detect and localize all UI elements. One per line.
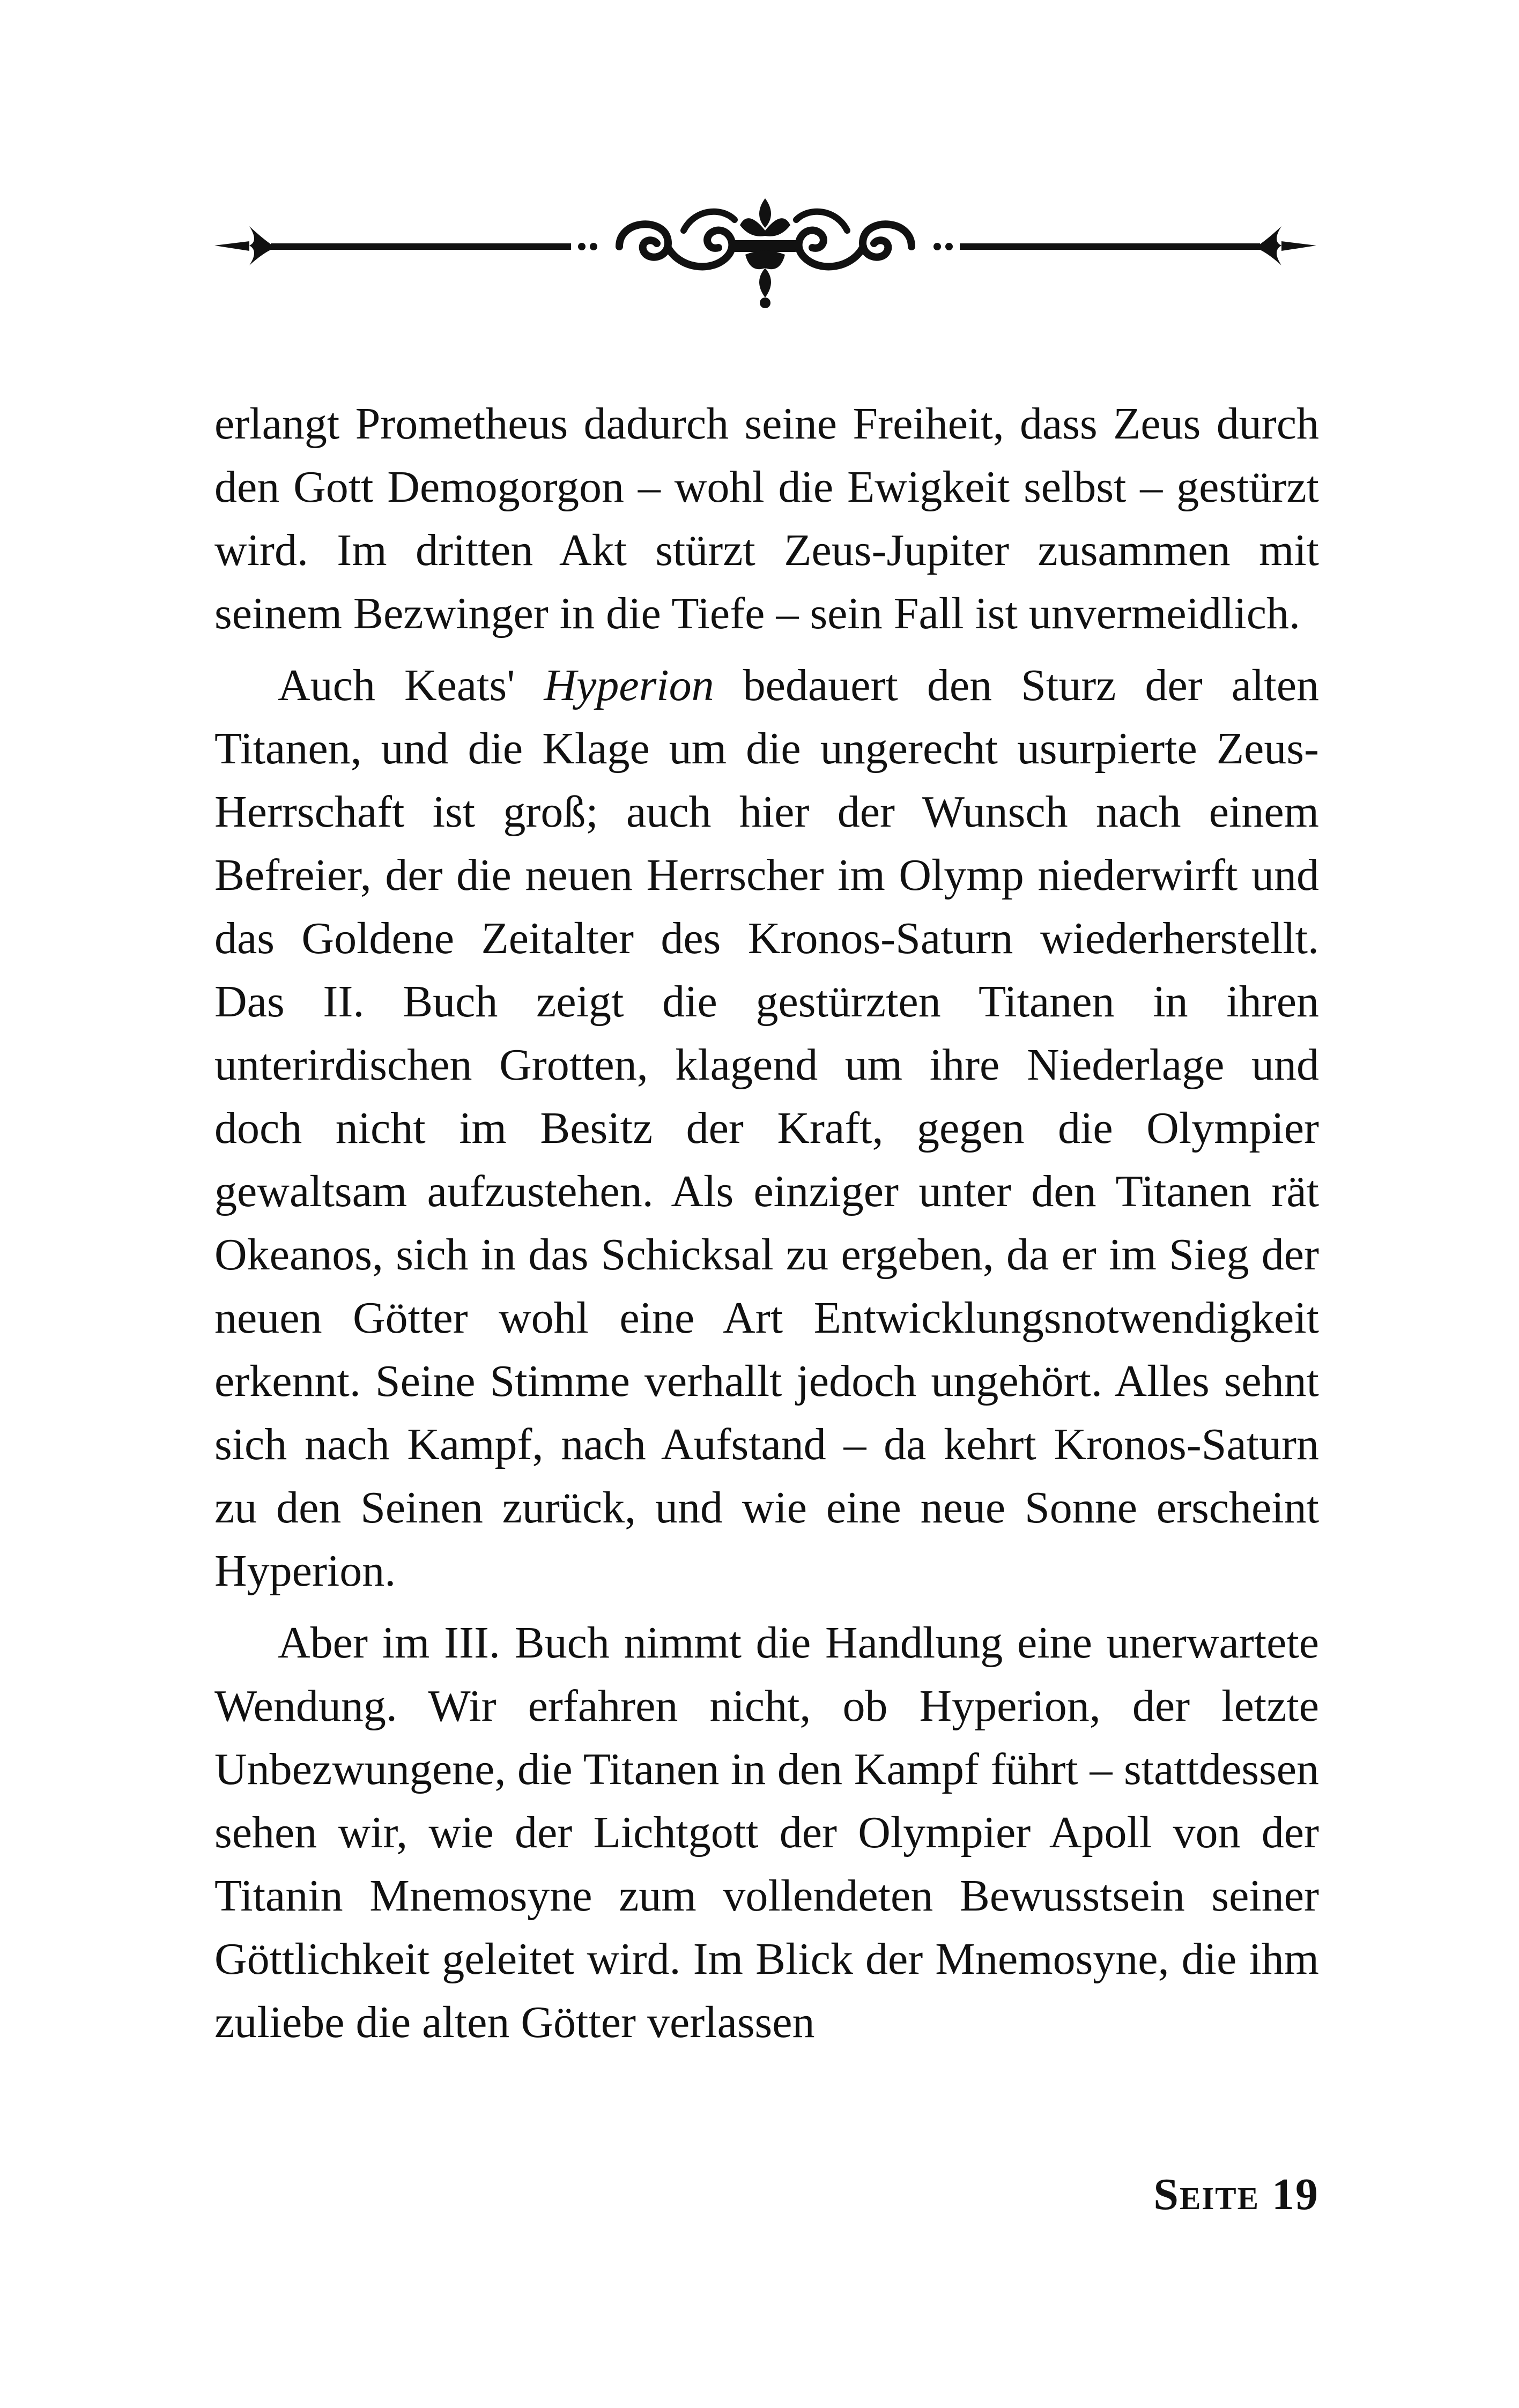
work-title-hyperion: Hyperion (544, 660, 714, 710)
paragraph-2-lead: Auch Keats' (278, 660, 544, 710)
paragraph-2 (214, 654, 1319, 1603)
flourish-divider-icon (212, 188, 1319, 311)
paragraph-3: Aber im III. Buch nimmt die Handlung eine unerwartete Wendung. Wir erfahren nicht, ob Hyperion, der letzte Unbezwungene, die Titanen in den Kampf führt – stattdessen sehen wir, wie der Lichtgott der Olympier Apoll von der Titanin Mnemosyne zum vollendeten Bewusstsein seiner Göttlichkeit geleitet wird. Im Blick der Mnemosyne, die ihm zuliebe die alten Götter verlassen (214, 1618, 1319, 2047)
paragraph-2-rest: bedauert den Sturz der alten Titanen, und die Klage um die ungerecht usurpierte Zeus-Herrschaft ist groß; auch hier der Wunsch nach einem Befreier, der die neuen Herrscher im Olymp niederwirft und das Goldene Zeitalter des Kronos-Saturn wiederherstellt. Das II. Buch zeigt die gestürzten Titanen in ihren unterirdischen Grotten, klagend um ihre Niederlage und doch nicht im Besitz der Kraft, gegen die Olympier gewaltsam aufzustehen. Als einziger unter den Titanen rät Okeanos, sich in das Schicksal zu ergeben, da er im Sieg der neuen Götter wohl eine Art Entwicklungsnotwendigkeit erkennt. Seine Stimme verhallt jedoch ungehört. Alles sehnt sich nach Kampf, nach Aufstand – da kehrt Kronos-Saturn zu den Seinen zurück, und wie eine neue Sonne erscheint Hyperion. (214, 660, 1319, 1596)
page-footer (1153, 2168, 1319, 2220)
page-number: 19 (1272, 2169, 1319, 2219)
body-text (214, 392, 1319, 2054)
paragraph-1: erlangt Prometheus dadurch seine Freiheit, dass Zeus durch den Gott Demogorgon – wohl die Ewigkeit selbst – gestürzt wird. Im dritten Akt stürzt Zeus-Jupiter zusammen mit seinem Bezwinger in die Tiefe – sein Fall ist unvermeidlich. (214, 399, 1319, 638)
page-label: Seite (1153, 2169, 1259, 2219)
